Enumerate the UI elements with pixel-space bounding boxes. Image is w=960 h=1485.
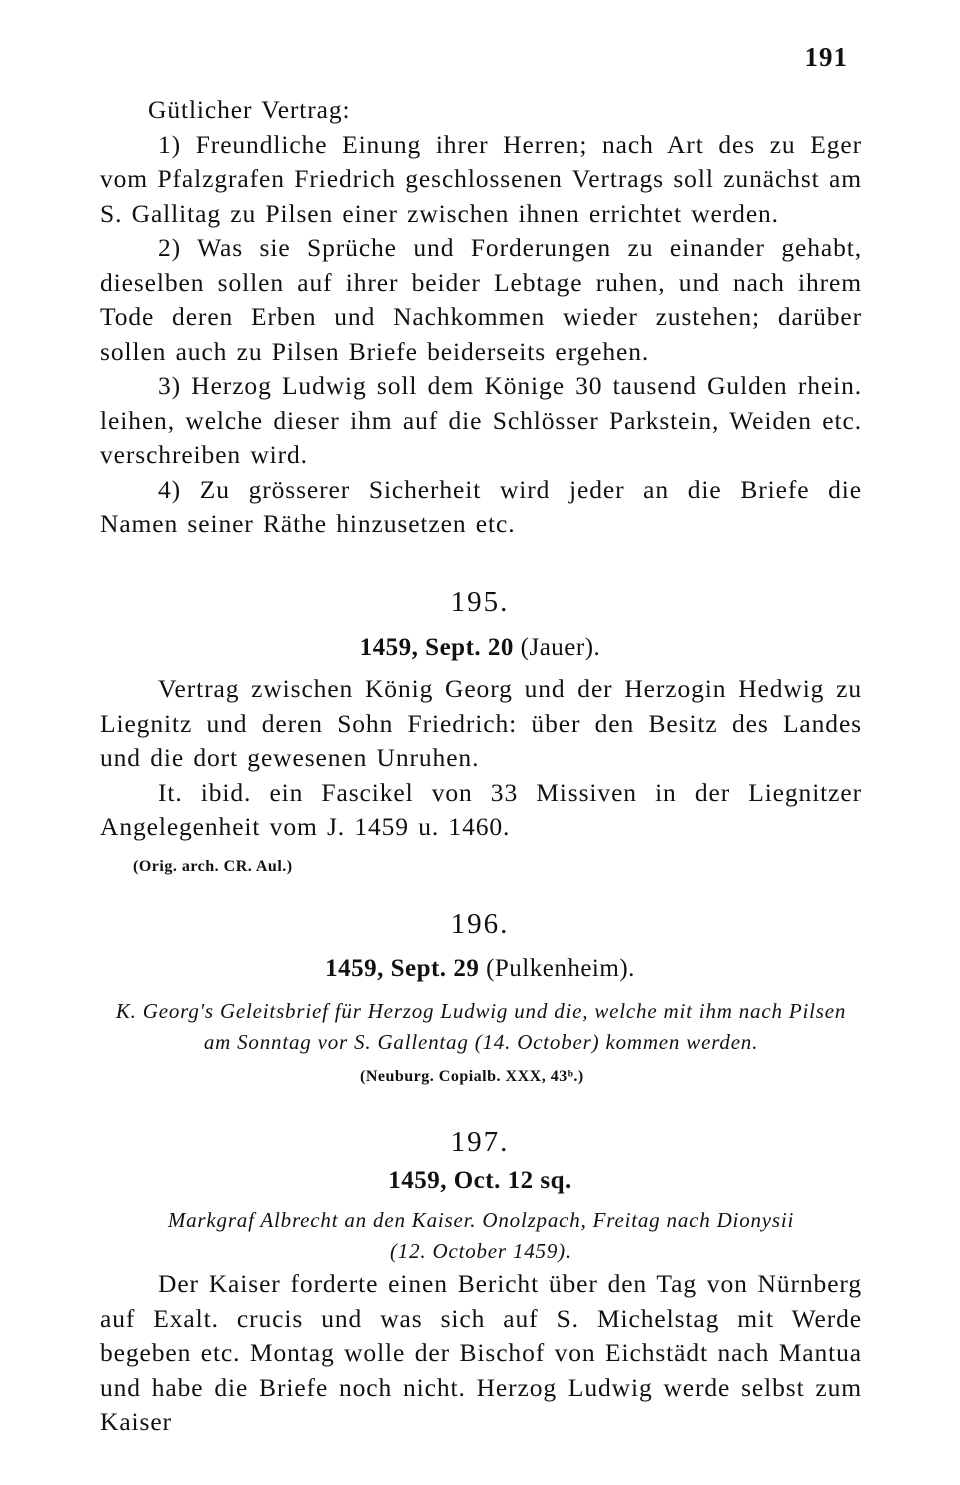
entry-196-month: Sept.	[390, 955, 447, 982]
entry-195-month: Sept.	[425, 634, 482, 661]
paragraph-item-2: 2) Was sie Sprüche und Forderungen zu einander gehabt, dieselben sollen auf ihrer beider Lebtage ruhen, und nach ihrem Tode deren Erben und Nachkommen wieder zustehen; darüber sollen auch zu Pilsen Briefe beiderseits ergehen.	[100, 233, 862, 366]
entry-195-date	[0, 634, 960, 662]
entry-197-paragraph: Der Kaiser forderte einen Bericht über den Tag von Nürnberg auf Exalt. crucis und was sich auf S. Michelstag mit Werde begeben etc. Montag wolle der Bischof von Eichstädt nach Mantua und habe die Briefe noch nicht. Herzog Ludwig werde selbst zum Kaiser	[100, 1269, 862, 1436]
entry-197-date	[0, 1167, 960, 1195]
page-number: 191	[804, 42, 848, 72]
entry-195-place: (Jauer).	[520, 634, 601, 661]
entry-197-day: 12	[507, 1167, 534, 1194]
entry-196-day: 29	[453, 955, 480, 982]
entry-197-body	[100, 1267, 862, 1440]
entry-196-summary-line-2: am Sonntag vor S. Gallentag (14. October) kommen werden.	[203, 1030, 759, 1054]
entry-197-year: 1459,	[388, 1167, 447, 1194]
entry-197-number: 197.	[450, 1126, 510, 1158]
entry-197-place: sq.	[540, 1167, 572, 1194]
entry-197-month: Oct.	[453, 1167, 501, 1194]
entry-196-number: 196.	[450, 908, 510, 940]
entry-195-paragraph-2: It. ibid. ein Fascikel von 33 Missiven in der Liegnitzer Angelegenheit vom J. 1459 u. 1460.	[100, 777, 862, 841]
entry-197-summary-line-2: (12. October 1459).	[389, 1239, 572, 1263]
entry-197-summary-line-1: Markgraf Albrecht an den Kaiser. Onolzpach, Freitag nach Dionysii	[167, 1208, 795, 1232]
entry-196-date	[0, 955, 960, 983]
paragraph-item-3: 3) Herzog Ludwig soll dem Könige 30 tausend Gulden rhein. leihen, welche dieser ihm auf die Schlösser Parkstein, Weiden etc. verschreiben wird.	[100, 371, 862, 469]
entry-195-number: 195.	[450, 586, 510, 618]
entry-196-year: 1459,	[325, 955, 384, 982]
entry-195-source: (Orig. arch. CR. Aul.)	[133, 858, 293, 875]
entry-195-body	[100, 672, 862, 845]
paragraph-item-4: 4) Zu grösserer Sicherheit wird jeder an die Briefe die Namen seiner Räthe hinzusetzen etc.	[100, 474, 862, 538]
entry-196-source: (Neuburg. Copialb. XXX, 43ᵇ.)	[360, 1068, 584, 1085]
entry-196-summary	[100, 996, 862, 1058]
entry-195-day: 20	[487, 634, 514, 661]
section-194-continuation	[100, 93, 862, 542]
entry-197-summary	[100, 1205, 862, 1267]
entry-195-year: 1459,	[359, 634, 419, 661]
entry-196-place: (Pulkenheim).	[486, 955, 635, 982]
entry-196-summary-line-1: K. Georg's Geleitsbrief für Herzog Ludwig und die, welche mit ihm nach Pilsen	[115, 999, 847, 1023]
paragraph-item-1: 1) Freundliche Einung ihrer Herren; nach Art des zu Eger vom Pfalzgrafen Friedrich geschlossenen Vertrags soll zunächst am S. Gallitag zu Pilsen einer zwischen ihnen errichtet werden.	[100, 129, 862, 228]
entry-195-paragraph-1: Vertrag zwischen König Georg und der Herzogin Hedwig zu Liegnitz und deren Sohn Friedrich: über den Besitz des Landes und die dort gewesenen Unruhen.	[100, 674, 862, 772]
section-heading: Gütlicher Vertrag:	[148, 95, 351, 124]
